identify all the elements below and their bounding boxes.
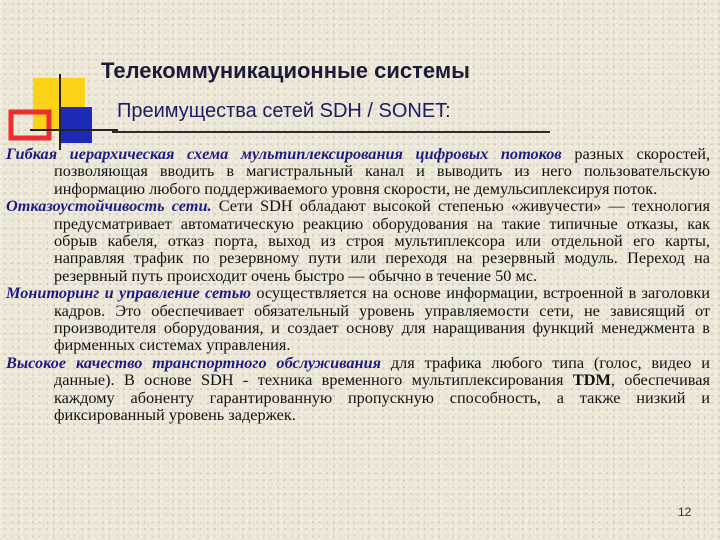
advantage-text: осуществляется на основе информации, встроенной в заголовки кадров. Это обеспечивает обязательный уровень управляемости сети, не зависящий от производителя оборудования, и создает основу для наращивания функций менеджмента в фирменных системах управления.	[54, 283, 710, 355]
slide-subtitle: Преимущества сетей SDH / SONET:	[117, 100, 451, 122]
advantage-text: разных скоростей, позволяющая вводить в магистральный канал и выводить из него пользовательскую информацию любого поддерживаемого уровня скорости, не демульсиплексируя поток.	[54, 144, 710, 198]
advantage-paragraph	[6, 284, 710, 354]
advantage-term: Высокое качество транспортного обслуживания	[6, 352, 382, 372]
advantage-term: Гибкая иерархическая схема мультиплексирования цифровых потоков	[6, 144, 562, 163]
advantage-paragraph	[6, 197, 710, 284]
advantage-text: для трафика любого типа (голос, видео и данные). В основе SDH - техника временного мультиплексирования	[54, 352, 710, 390]
advantage-term: Отказоустойчивость сети.	[6, 196, 212, 216]
advantage-paragraph	[6, 354, 710, 424]
tdm-emphasis: TDM	[572, 370, 611, 390]
slide-title: Телекоммуникационные системы	[101, 58, 470, 83]
advantage-text: Сети SDH обладают высокой степенью «живучести» — технология предусматривает автоматическую реакцию оборудования на такие типичные отказы, как обрыв кабеля, отказ порта, выход из строя мультиплексора или отдельной его карты, направляя трафик по резервному пути или переходя на резервный модуль. Переход на резервный путь происходит очень быстро — обычно в течение 50 мс.	[54, 196, 710, 285]
page-number: 12	[678, 505, 692, 519]
blue-square	[60, 107, 92, 143]
advantage-paragraph	[6, 145, 710, 197]
slide-body	[6, 145, 710, 424]
advantage-text: , обеспечивая каждому абоненту гарантированную пропускную способность, а также низкий и фиксированный уровень задержек.	[54, 370, 710, 425]
advantage-term: Мониторинг и управление сетью	[6, 283, 252, 303]
title-divider	[112, 131, 550, 133]
